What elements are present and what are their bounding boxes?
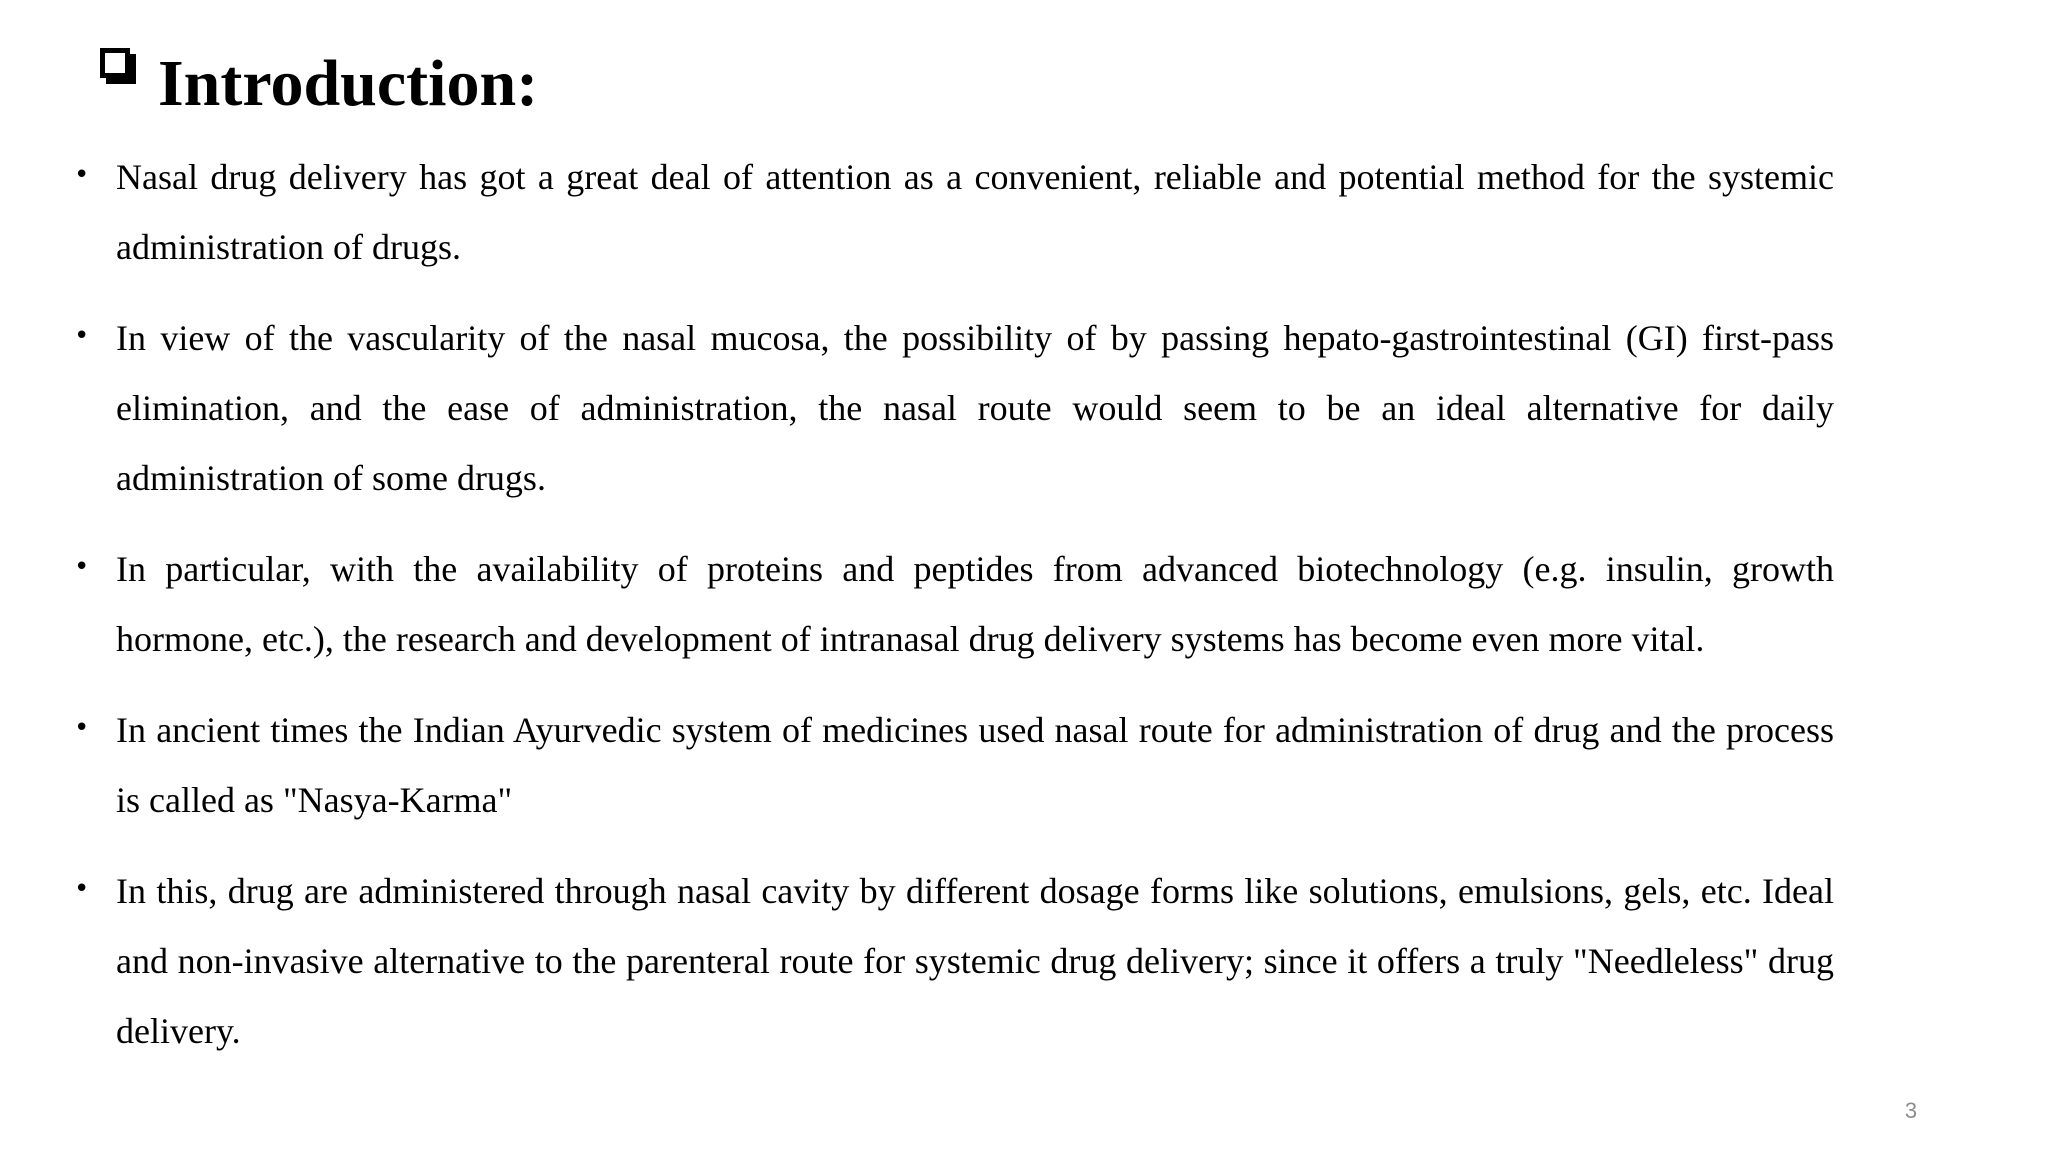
page-number: 3: [1904, 1098, 1918, 1123]
bullet-item: [74, 856, 1834, 1066]
bullet-item: [74, 142, 1834, 282]
slide-title: Introduction:: [158, 47, 539, 120]
bullet-item: [74, 303, 1834, 513]
bullet-dot-icon: •: [74, 713, 90, 743]
bullet-item: [74, 534, 1834, 674]
bullet-dot-icon: •: [74, 321, 90, 351]
checkbox-frame: [100, 48, 130, 78]
bullet-text: In view of the vascularity of the nasal mucosa, the possibility of by passing hepato-gastrointestinal (GI) first-pass elimination, and the ease of administration, the nasal route would seem to be an ideal alternative for daily administration of some drugs.: [116, 318, 1834, 498]
bullet-text: In particular, with the availability of proteins and peptides from advanced biotechnology (e.g. insulin, growth hormone, etc.), the research and development of intranasal drug delivery systems has become even more vital.: [116, 549, 1834, 659]
bullet-dot-icon: •: [74, 160, 90, 190]
bullet-text: In this, drug are administered through nasal cavity by different dosage forms like solutions, emulsions, gels, etc. Ideal and non-invasive alternative to the parenteral route for systemic drug delivery; since it offers a truly "Needleless" drug delivery.: [116, 871, 1834, 1051]
bullet-text: Nasal drug delivery has got a great deal of attention as a convenient, reliable and potential method for the systemic administration of drugs.: [116, 157, 1834, 267]
bullet-dot-icon: •: [74, 874, 90, 904]
slide-title-row: [100, 38, 538, 130]
shadowed-checkbox-icon: [100, 48, 140, 88]
bullet-dot-icon: •: [74, 552, 90, 582]
bullet-text: In ancient times the Indian Ayurvedic system of medicines used nasal route for administration of drug and the process is called as "Nasya-Karma": [116, 710, 1834, 820]
bullet-item: [74, 695, 1834, 835]
bullet-list: [74, 142, 1834, 1087]
